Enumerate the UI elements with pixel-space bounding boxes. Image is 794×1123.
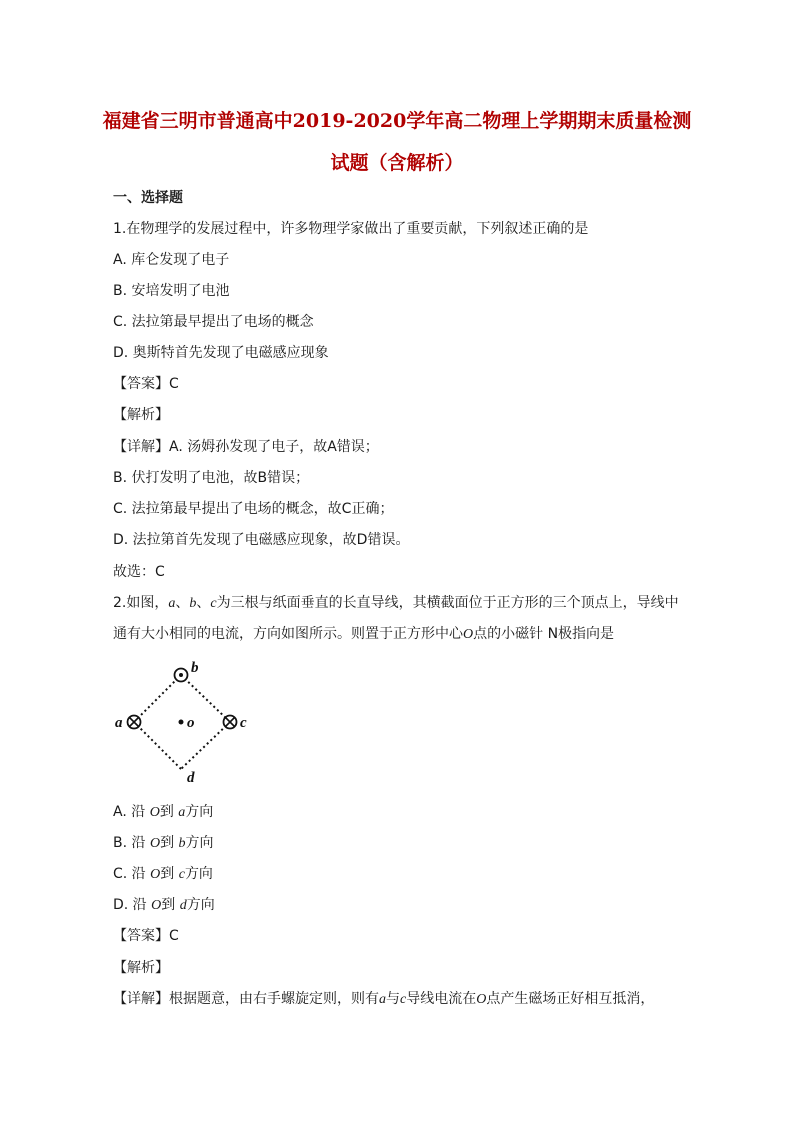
q1-stem: 1.在物理学的发展过程中，许多物理学家做出了重要贡献，下列叙述正确的是 (113, 221, 589, 237)
q1-detail-a: 【详解】A. 汤姆孙发现了电子，故A错误； (113, 439, 379, 455)
label-a: a (115, 715, 123, 731)
q1-detail-b: B. 伏打发明了电池，故B错误； (113, 470, 310, 486)
q2-option-b: B. 沿 O到 b方向 (113, 835, 214, 851)
wire-b-out-of-page-icon (175, 669, 188, 682)
wire-square-diagram (110, 660, 260, 785)
q2-stem-line1: 2.如图，a、b、c为三根与纸面垂直的长直导线，其横截面位于正方形的三个顶点上，导线中 (113, 595, 679, 611)
section-heading: 一、选择题 (113, 190, 183, 206)
q2-option-a: A. 沿 O到 a方向 (113, 804, 214, 820)
q1-option-b: B. 安培发明了电池 (113, 283, 230, 299)
label-c: c (240, 715, 247, 731)
label-o: o (187, 715, 195, 731)
q1-option-a: A. 库仑发现了电子 (113, 252, 230, 268)
label-d: d (187, 770, 195, 785)
q2-option-d: D. 沿 O到 d方向 (113, 897, 215, 913)
label-b: b (191, 660, 199, 676)
q1-detail-c: C. 法拉第最早提出了电场的概念，故C正确； (113, 501, 394, 517)
q1-answer: 【答案】C (113, 376, 179, 392)
q2-stem-line2: 通有大小相同的电流，方向如图所示。则置于正方形中心O点的小磁针 N极指向是 (113, 626, 615, 642)
center-point-icon (179, 720, 184, 725)
q2-option-c: C. 沿 O到 c方向 (113, 866, 213, 882)
q1-analysis-label: 【解析】 (113, 407, 169, 423)
wire-c-into-page-icon (224, 716, 237, 729)
q1-detail-d: D. 法拉第首先发现了电磁感应现象，故D错误。 (113, 532, 410, 548)
q1-option-c: C. 法拉第最早提出了电场的概念 (113, 314, 314, 330)
document-title-line2: 试题（含解析） (330, 152, 464, 174)
q2-analysis-label: 【解析】 (113, 960, 169, 976)
q1-option-d: D. 奥斯特首先发现了电磁感应现象 (113, 345, 329, 361)
wire-a-into-page-icon (128, 716, 141, 729)
q1-conclusion: 故选：C (113, 564, 165, 580)
document-title-line1: 福建省三明市普通高中2019-2020学年高二物理上学期期末质量检测 (102, 110, 692, 132)
q2-answer: 【答案】C (113, 928, 179, 944)
q2-detail: 【详解】根据题意，由右手螺旋定则，则有a与c导线电流在O点产生磁场正好相互抵消， (113, 991, 655, 1007)
